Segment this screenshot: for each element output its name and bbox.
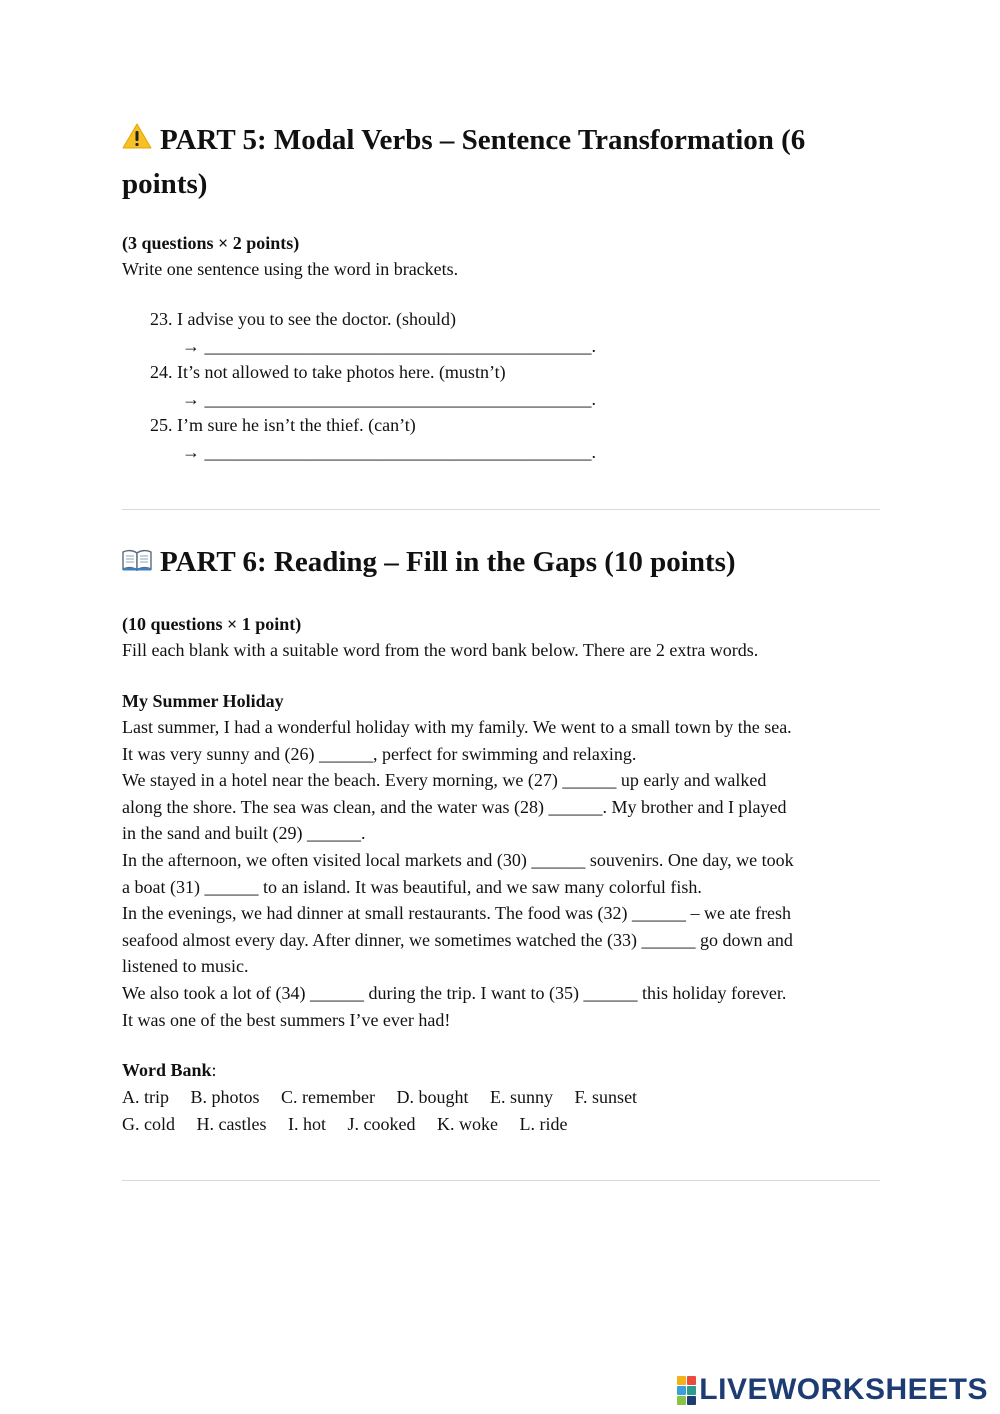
word-bank-colon: : [211, 1060, 217, 1080]
part6-instruction: Fill each blank with a suitable word from the word bank below. There are 2 extra words. [122, 640, 759, 660]
word-bank-row-2 [122, 1111, 882, 1138]
question-24: 24. It’s not allowed to take photos here. (mustn’t) [150, 362, 506, 383]
part5-title-text: PART 5: Modal Verbs – Sentence Transformation (6 points) [122, 124, 806, 200]
logo-square [677, 1396, 686, 1405]
part5-instruction: Write one sentence using the word in brackets. [122, 259, 459, 279]
story-line: In the evenings, we had dinner at small restaurants. The food was (32) ______ – we ate fresh [122, 903, 791, 924]
word-option: A. trip [122, 1087, 169, 1107]
answer-line-25[interactable]: → ___________________________________________. [182, 441, 596, 462]
warning-icon [122, 118, 152, 162]
word-bank [122, 1057, 882, 1138]
open-book-icon [122, 540, 152, 584]
answer-line-24[interactable]: → ___________________________________________. [182, 388, 596, 409]
question-25: 25. I’m sure he isn’t the thief. (can’t) [150, 415, 416, 436]
word-option: K. woke [436, 1114, 498, 1134]
story-line: We stayed in a hotel near the beach. Every morning, we (27) ______ up early and walked [122, 770, 767, 791]
word-option: C. remember [281, 1087, 375, 1107]
part6-heading [122, 540, 882, 584]
part5-intro [122, 230, 882, 283]
story-line: Last summer, I had a wonderful holiday with my family. We went to a small town by the sea. [122, 717, 792, 737]
part5-subtitle: (3 questions × 2 points) [122, 233, 300, 253]
part5-heading [122, 118, 882, 206]
logo-square [677, 1386, 686, 1395]
story-line: seafood almost every day. After dinner, we sometimes watched the (33) ______ go down and [122, 929, 793, 950]
story-line: We also took a lot of (34) ______ during the trip. I want to (35) ______ this holiday forever. [122, 982, 787, 1003]
question-23: 23. I advise you to see the doctor. (should) [150, 309, 456, 329]
word-option: D. bought [396, 1087, 469, 1107]
word-option: L. ride [519, 1114, 568, 1134]
logo-text: LIVEWORKSHEETS [699, 1373, 988, 1406]
story-line: It was one of the best summers I’ve ever had! [122, 1009, 451, 1030]
story-line: In the afternoon, we often visited local markets and (30) ______ souvenirs. One day, we took [122, 849, 794, 870]
logo-square [677, 1376, 686, 1385]
section-divider [122, 1180, 880, 1181]
word-option: J. cooked [347, 1114, 416, 1134]
story-line: a boat (31) ______ to an island. It was beautiful, and we saw many colorful fish. [122, 876, 702, 897]
word-option: I. hot [287, 1114, 326, 1134]
word-option: E. sunny [489, 1087, 553, 1107]
word-bank-row-1 [122, 1084, 882, 1111]
part5-question-list [150, 306, 870, 466]
word-bank-heading [122, 1057, 882, 1084]
answer-line-23[interactable]: → ___________________________________________. [182, 335, 596, 356]
story-title: My Summer Holiday [122, 691, 284, 711]
story-line: It was very sunny and (26) ______, perfect for swimming and relaxing. [122, 743, 637, 764]
liveworksheets-logo-icon [677, 1376, 696, 1405]
section-divider [122, 509, 880, 510]
story-line: in the sand and built (29) ______. [122, 823, 366, 844]
liveworksheets-logo [677, 1372, 988, 1408]
story-line: along the shore. The sea was clean, and the water was (28) ______. My brother and I played [122, 796, 787, 817]
story-line: listened to music. [122, 956, 249, 977]
part6-title-text: PART 6: Reading – Fill in the Gaps (10 points) [160, 546, 736, 578]
word-bank-label: Word Bank [122, 1060, 212, 1080]
word-option: G. cold [122, 1114, 175, 1134]
logo-square [687, 1376, 696, 1385]
logo-square [687, 1386, 696, 1395]
logo-square [687, 1396, 696, 1405]
word-option: B. photos [190, 1087, 260, 1107]
reading-passage [122, 688, 882, 1033]
word-option: H. castles [196, 1114, 267, 1134]
word-option: F. sunset [574, 1087, 638, 1107]
part6-subtitle: (10 questions × 1 point) [122, 614, 302, 634]
part6-intro [122, 611, 882, 664]
